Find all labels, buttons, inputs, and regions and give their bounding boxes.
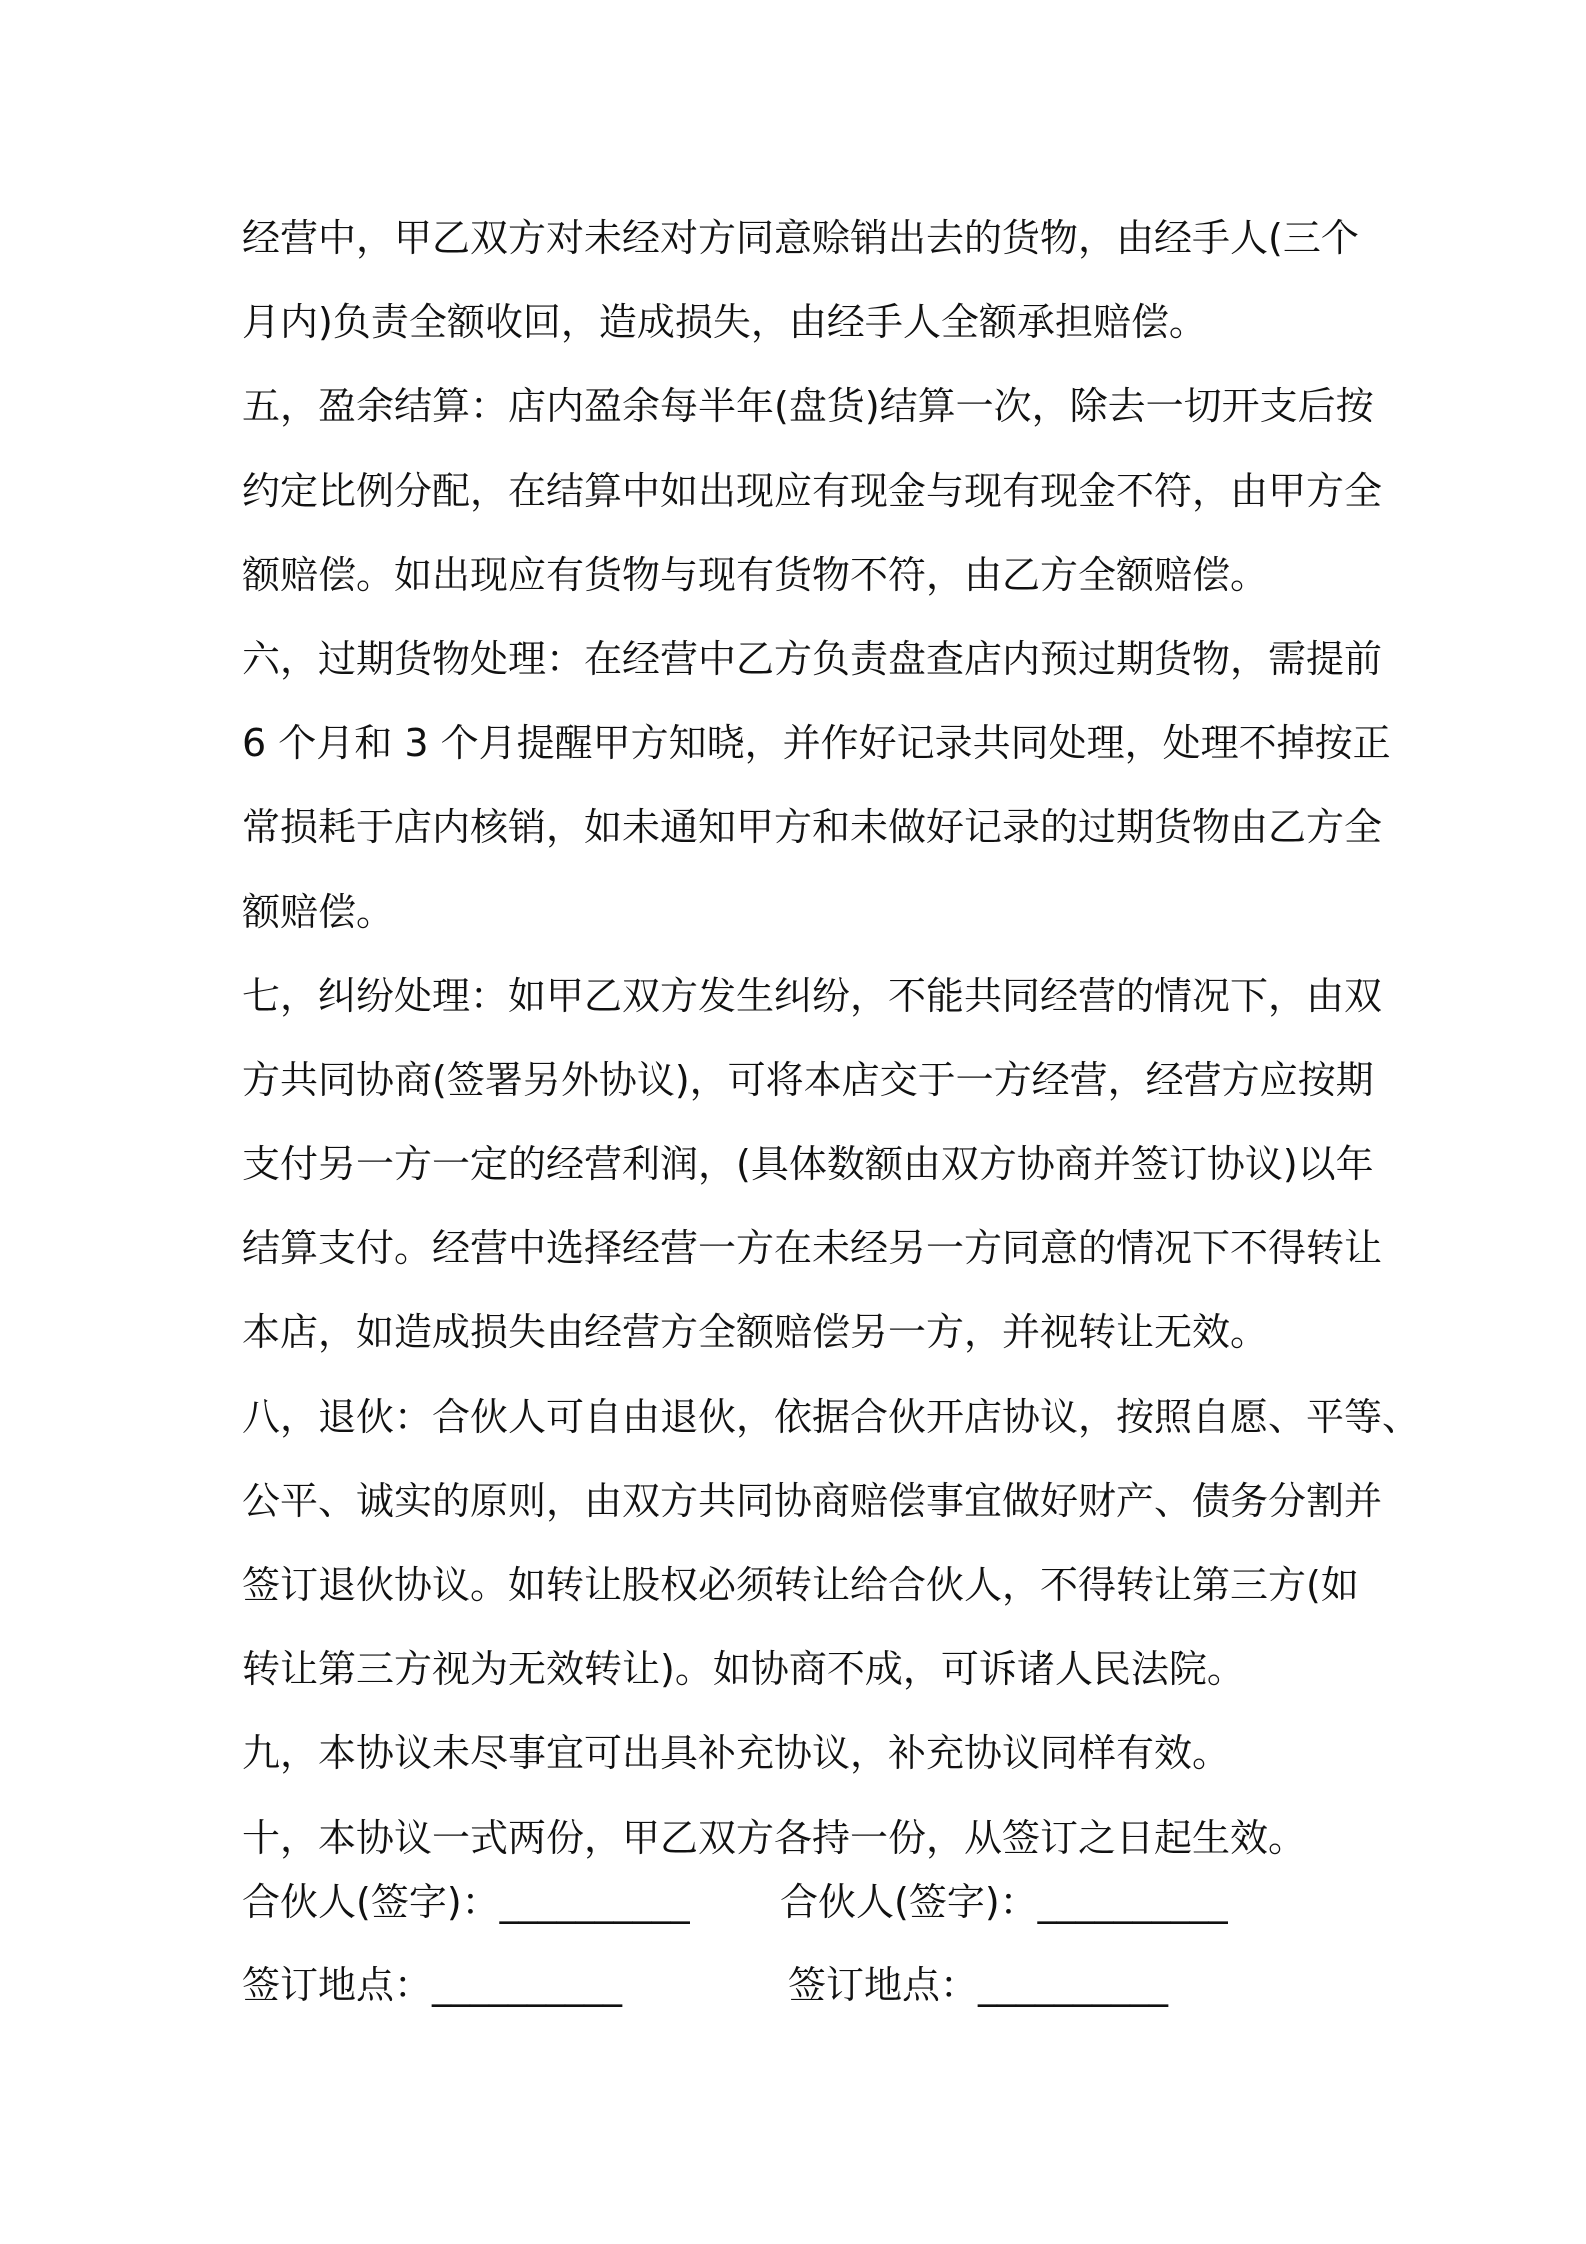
clause-five-line: 五，盈余结算：店内盈余每半年(盘货)结算一次，除去一切开支后按 [242, 384, 1374, 429]
paragraph-line: 本店，如造成损失由经营方全额赔偿另一方，并视转让无效。 [242, 1310, 1269, 1355]
left-signing-place: 签订地点：__________ [242, 1963, 623, 2007]
clause-six-line: 六，过期货物处理：在经营中乙方负责盘查店内预过期货物，需提前 [242, 636, 1383, 681]
right-partner-signature: 合伙人(签字)：__________ [780, 1880, 1228, 1924]
right-signing-place: 签订地点：__________ [788, 1963, 1169, 2007]
clause-eight-line: 八，退伙：合伙人可自由退伙，依据合伙开店协议，按照自愿、平等、 [242, 1394, 1421, 1439]
agreement-body [242, 196, 1421, 1880]
clause-ten-line: 十，本协议一式两份，甲乙双方各持一份，从签订之日起生效。 [242, 1815, 1307, 1860]
paragraph-line: 额赔偿。 [242, 889, 395, 934]
paragraph-line: 方共同协商(签署另外协议)，可将本店交于一方经营，经营方应按期 [242, 1057, 1374, 1102]
paragraph-line: 常损耗于店内核销，如未通知甲方和未做好记录的过期货物由乙方全 [242, 805, 1383, 850]
paragraph-line: 经营中，甲乙双方对未经对方同意赊销出去的货物，由经手人(三个 [242, 216, 1359, 260]
paragraph-line: 结算支付。经营中选择经营一方在未经另一方同意的情况下不得转让 [242, 1226, 1383, 1271]
left-partner-signature: 合伙人(签字)：__________ [242, 1880, 690, 1924]
clause-nine-line: 九，本协议未尽事宜可出具补充协议，补充协议同样有效。 [242, 1731, 1231, 1776]
paragraph-line: 支付另一方一定的经营利润，(具体数额由双方协商并签订协议)以年 [242, 1142, 1374, 1187]
paragraph-line: 转让第三方视为无效转让)。如协商不成，可诉诸人民法院。 [242, 1647, 1245, 1692]
paragraph-line: 6 个月和 3 个月提醒甲方知晓，并作好记录共同处理，处理不掉按正 [242, 721, 1391, 766]
paragraph-line: 月内)负责全额收回，造成损失，由经手人全额承担赔偿。 [242, 300, 1207, 345]
paragraph-line: 签订退伙协议。如转让股权必须转让给合伙人，不得转让第三方(如 [242, 1563, 1359, 1607]
clause-seven-line: 七，纠纷处理：如甲乙双方发生纠纷，不能共同经营的情况下，由双 [242, 973, 1383, 1018]
paragraph-line: 公平、诚实的原则，由双方共同协商赔偿事宜做好财产、债务分割并 [242, 1478, 1383, 1523]
paragraph-line: 约定比例分配，在结算中如出现应有现金与现有现金不符，由甲方全 [242, 468, 1383, 513]
paragraph-line: 额赔偿。如出现应有货物与现有货物不符，由乙方全额赔偿。 [242, 552, 1269, 597]
